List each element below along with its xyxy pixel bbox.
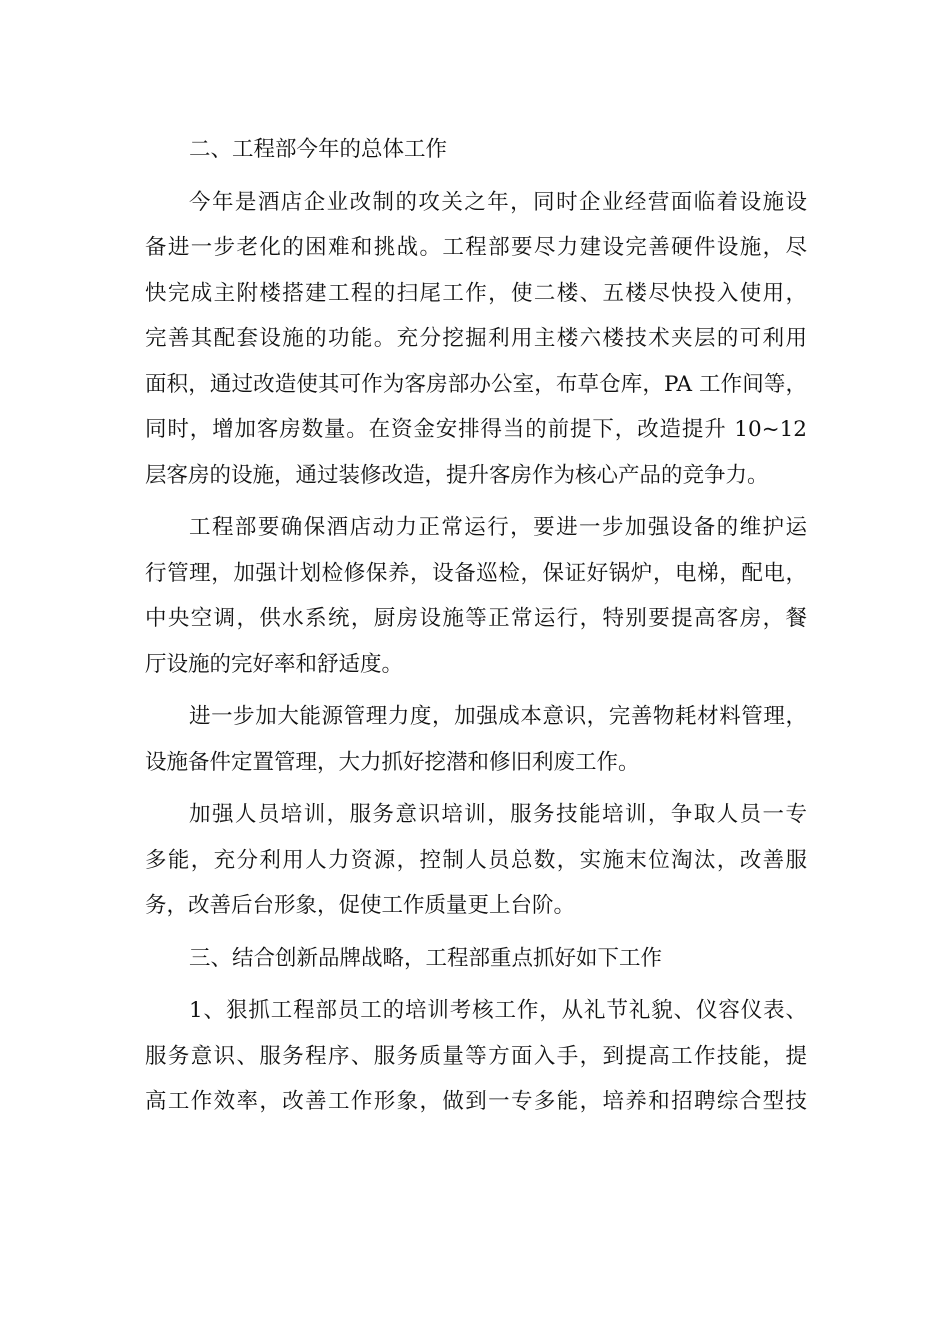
paragraph	[145, 505, 807, 687]
section-heading	[145, 127, 807, 173]
text-line: 进一步加大能源管理力度，加强成本意识，完善物耗材料管理，	[189, 704, 807, 729]
text-line: 务，改善后台形象，促使工作质量更上台阶。	[145, 893, 576, 918]
text-line: 面积，通过改造使其可作为客房部办公室，布草仓库，PA 工作间等，	[145, 371, 807, 397]
text-line: 今年是酒店企业改制的攻关之年，同时企业经营面临着设施设	[189, 189, 807, 215]
text-line: 备进一步老化的困难和挑战。工程部要尽力建设完善硬件设施，尽	[145, 235, 807, 260]
text-line: 工程部要确保酒店动力正常运行，要进一步加强设备的维护运	[189, 515, 807, 540]
text-line: 层客房的设施，通过装修改造，提升客房作为核心产品的竞争力。	[145, 462, 769, 488]
paragraph	[145, 792, 807, 929]
text-line: 厅设施的完好率和舒适度。	[145, 651, 404, 677]
document-body	[145, 127, 807, 1125]
text-line: 服务意识、服务程序、服务质量等方面入手，到提高工作技能，提	[145, 1043, 807, 1069]
paragraph	[145, 180, 807, 499]
text-line: 三、结合创新品牌战略，工程部重点抓好如下工作	[189, 945, 663, 971]
paragraph	[145, 988, 807, 1125]
text-line: 完善其配套设施的功能。充分挖掘利用主楼六楼技术夹层的可利用	[145, 326, 807, 351]
section-heading	[145, 936, 807, 982]
text-line: 高工作效率，改善工作形象，做到一专多能，培养和招聘综合型技	[145, 1089, 807, 1114]
text-line: 设施备件定置管理，大力抓好挖潜和修旧利废工作。	[145, 749, 640, 775]
text-line: 1、狠抓工程部员工的培训考核工作，从礼节礼貌、仪容仪表、	[189, 998, 807, 1023]
paragraph	[145, 694, 807, 785]
text-line: 多能，充分利用人力资源，控制人员总数，实施末位淘汰，改善服	[145, 847, 807, 873]
text-line: 中央空调，供水系统，厨房设施等正常运行，特别要提高客房，餐	[145, 606, 807, 631]
text-line: 快完成主附楼搭建工程的扫尾工作，使二楼、五楼尽快投入使用，	[145, 280, 807, 306]
text-line: 同时，增加客房数量。在资金安排得当的前提下，改造提升 10~12	[145, 417, 807, 442]
text-line: 二、工程部今年的总体工作	[189, 137, 448, 162]
text-line: 行管理，加强计划检修保养，设备巡检，保证好锅炉，电梯，配电，	[145, 560, 807, 586]
text-line: 加强人员培训，服务意识培训，服务技能培训，争取人员一专	[189, 802, 807, 827]
